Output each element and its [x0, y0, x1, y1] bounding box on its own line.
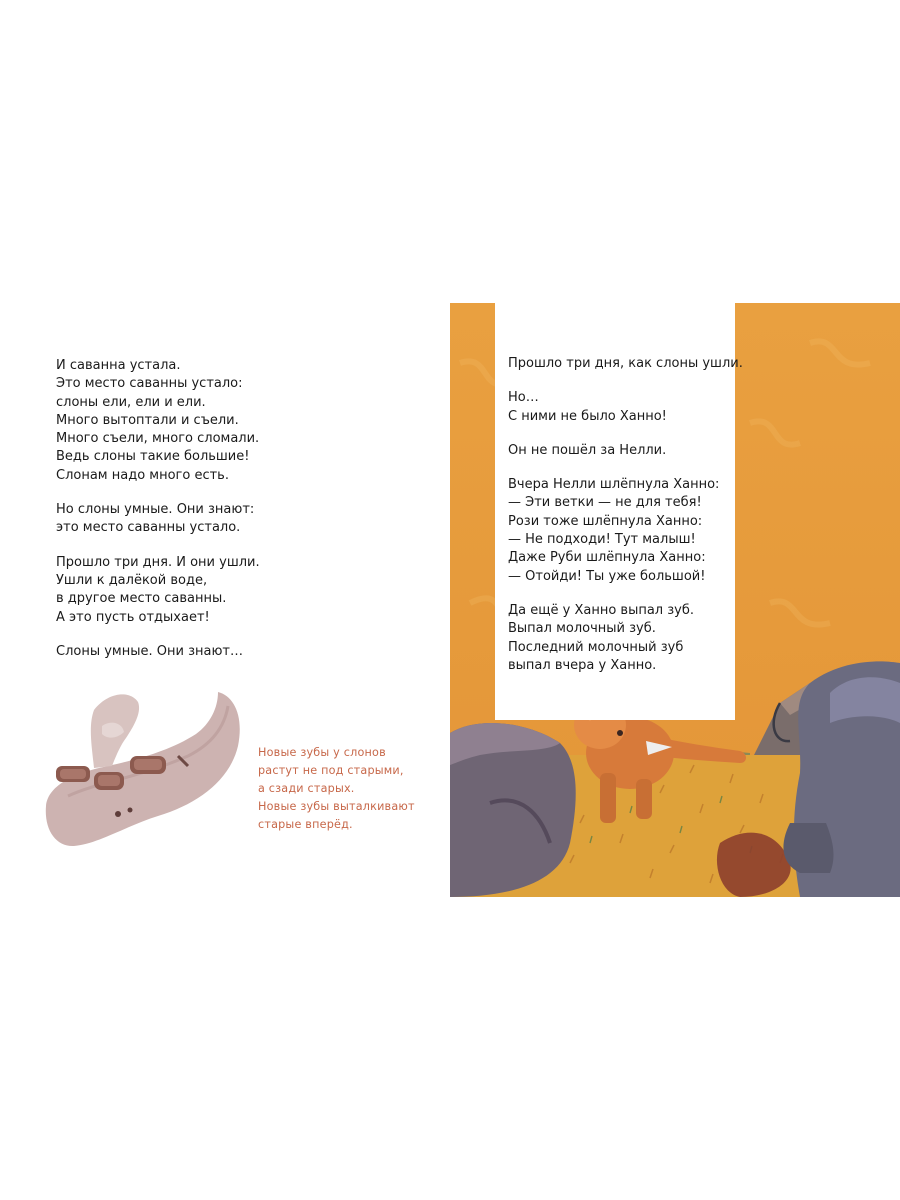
elephant-jaw-illustration [38, 686, 248, 856]
text-line: Много вытоптали и съели. [56, 412, 239, 428]
right-page [450, 0, 900, 1200]
text-line: Ушли к далёкой воде, [56, 572, 208, 588]
text-line: Последний молочный зуб [508, 639, 684, 655]
text-line: Это место саванны устало: [56, 376, 243, 392]
text-line: выпал вчера у Ханно. [508, 657, 657, 673]
paragraph [508, 355, 743, 373]
text-line: Слонам надо много есть. [56, 467, 229, 483]
text-line: И саванна устала. [56, 358, 181, 373]
paragraph [56, 554, 416, 627]
text-line: С ними не было Ханно! [508, 408, 667, 424]
text-line: Рози тоже шлёпнула Ханно: [508, 513, 703, 529]
text-line: слоны ели, ели и ели. [56, 394, 206, 410]
caption-line: растут не под старыми, [258, 764, 404, 777]
left-page-text [56, 357, 416, 677]
text-line: — Эти ветки — не для тебя! [508, 495, 702, 511]
paragraph [56, 501, 416, 538]
text-line: Вчера Нелли шлёпнула Ханно: [508, 477, 720, 493]
text-line: Ведь слоны такие большие! [56, 449, 250, 465]
text-line: Да ещё у Ханно выпал зуб. [508, 602, 694, 618]
text-line: А это пусть отдыхает! [56, 609, 210, 625]
text-line: Но слоны умные. Они знают: [56, 502, 255, 518]
text-line: Прошло три дня. И они ушли. [56, 554, 260, 570]
paragraph [508, 602, 738, 675]
text-line: Но… [508, 390, 539, 406]
text-line: Даже Руби шлёпнула Ханно: [508, 550, 706, 566]
caption-line: а сзади старых. [258, 782, 355, 795]
text-line: Много съели, много сломали. [56, 431, 260, 447]
jaw-caption [258, 744, 418, 834]
paragraph [56, 643, 416, 661]
text-line: это место саванны устало. [56, 520, 241, 536]
caption-line: Новые зубы у слонов [258, 746, 386, 759]
paragraph [508, 389, 738, 426]
text-line: Слоны умные. Они знают… [56, 643, 243, 659]
text-line: Выпал молочный зуб. [508, 621, 656, 637]
caption-line: старые вперёд. [258, 818, 353, 831]
right-page-text [508, 355, 743, 691]
text-line: Он не пошёл за Нелли. [508, 442, 667, 458]
paragraph [508, 442, 738, 460]
jaw-drawing [38, 686, 248, 856]
caption-line: Новые зубы выталкивают [258, 800, 415, 813]
text-line: — Не подходи! Тут малыш! [508, 532, 696, 548]
text-line: — Отойди! Ты уже большой! [508, 568, 706, 584]
text-line: Прошло три дня, как слоны ушли. [508, 356, 743, 371]
paragraph [508, 476, 738, 586]
paragraph [56, 357, 416, 485]
text-line: в другое место саванны. [56, 591, 227, 607]
